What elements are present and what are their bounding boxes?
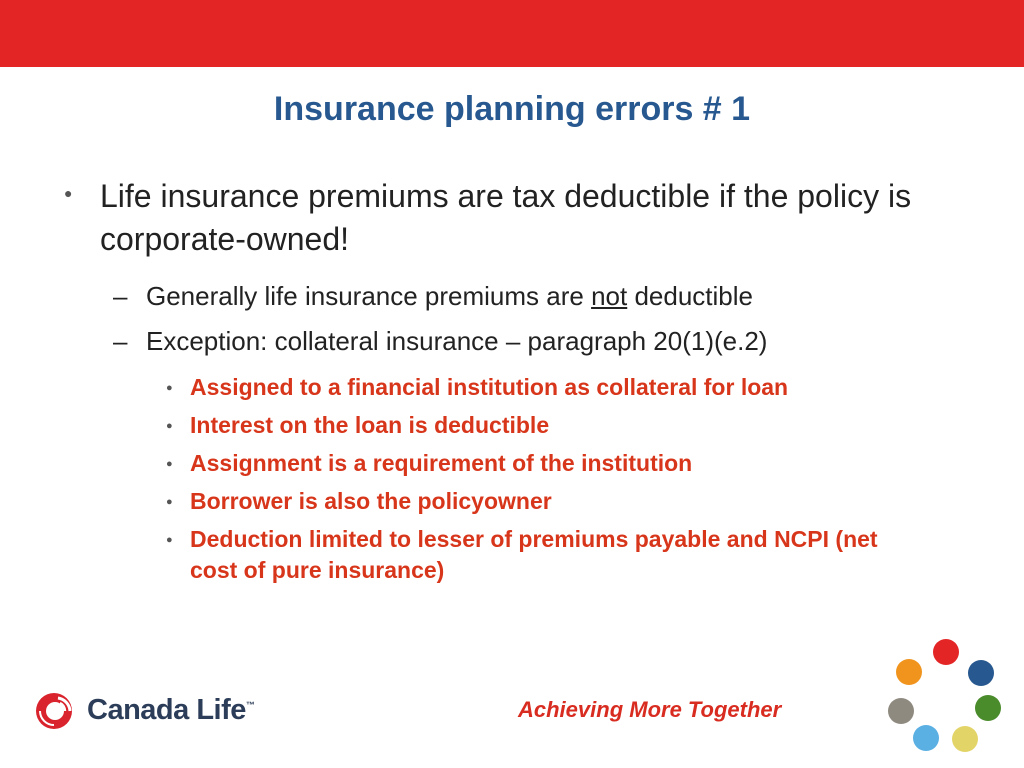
canada-life-swirl-logo-icon [34,690,78,734]
green-dot-icon [975,695,1001,721]
logo-trademark: ™ [245,700,255,710]
l3-item: Assigned to a financial institution as collateral for loan [190,374,789,400]
canada-life-logo [34,690,254,730]
bullet-dot-icon: ● [166,534,173,546]
sub-bullet-1 [146,280,753,312]
logo-text: Canada Life [87,694,246,726]
orange-dot-icon [896,659,922,685]
bullet-dot-icon: ● [166,420,173,432]
decorative-dots [880,630,1020,760]
sub-bullet-1-suffix: deductible [627,281,753,311]
tagline: Achieving More Together [518,697,782,722]
gray-dot-icon [888,698,914,724]
l3-item: Interest on the loan is deductible [190,412,550,438]
sub-bullet-2: Exception: collateral insurance – paragraph 20(1)(e.2) [146,326,768,356]
red-dot-icon [933,639,959,665]
bullet-dot-icon: ● [166,458,173,470]
top-red-bar [0,0,1024,67]
l3-item: Deduction limited to lesser of premiums payable and NCPI (net cost of pure insurance) [190,526,878,583]
sub-bullet-1-emphasis: not [591,281,628,311]
slide-title: Insurance planning errors # 1 [273,90,751,128]
l3-item: Borrower is also the policyowner [190,488,552,514]
bullet-dot-icon: ● [64,185,73,201]
dash-icon: – [113,281,128,311]
logo-wordmark [87,694,254,727]
sub-bullet-1-prefix: Generally life insurance premiums are [146,281,592,311]
light-blue-dot-icon [913,725,939,751]
yellow-dot-icon [952,726,978,752]
bullet-dot-icon: ● [166,382,173,394]
blue-dot-icon [968,660,994,686]
bullet-level1: Life insurance premiums are tax deductible if the policy is corporate-owned! [100,178,912,257]
dash-icon: – [113,326,128,356]
l3-item: Assignment is a requirement of the institution [190,450,693,476]
bullet-dot-icon: ● [166,496,173,508]
